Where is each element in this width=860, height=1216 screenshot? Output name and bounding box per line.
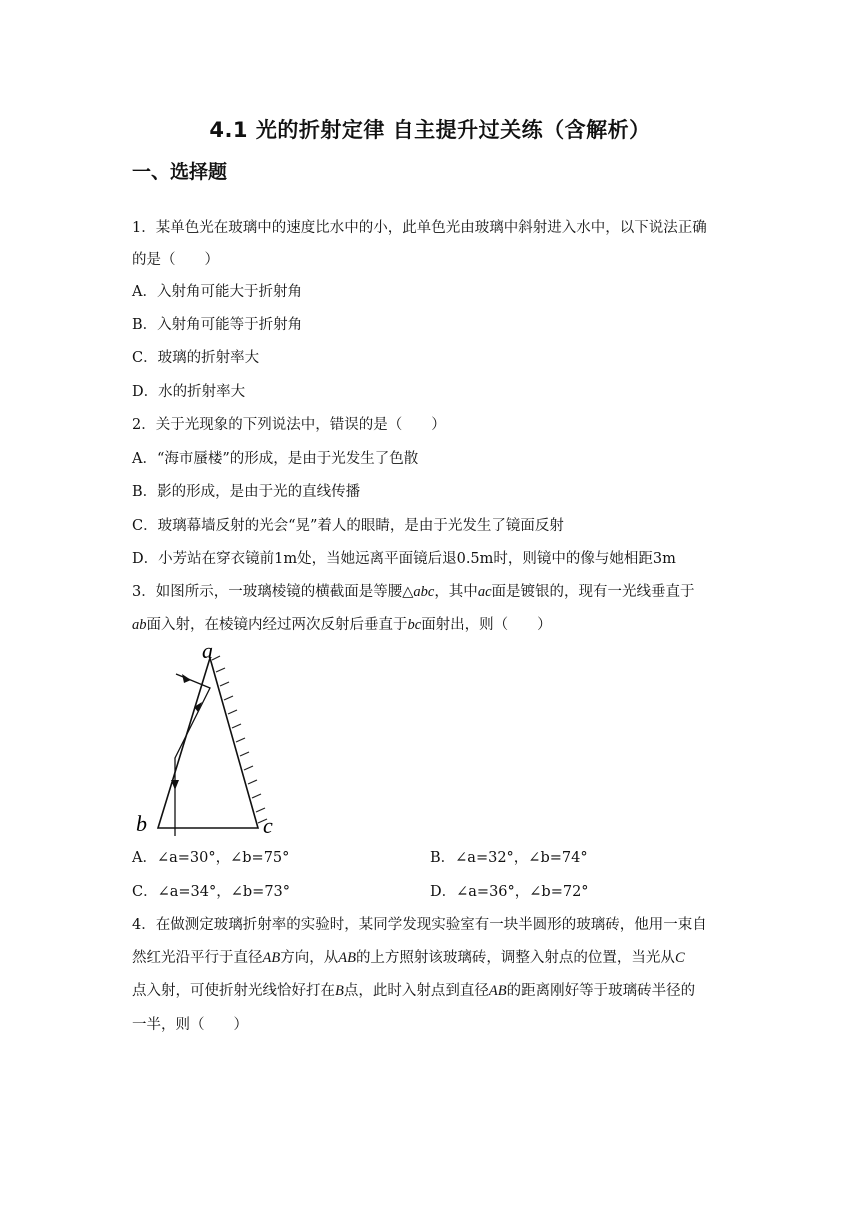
q2-option-d: D．小芳站在穿衣镜前1m处，当她远离平面镜后退0.5m时，则镜中的像与她相距3m — [132, 551, 676, 567]
q3-option-c: C．∠a=34°，∠b=73° — [132, 884, 291, 900]
q1-option-d: D．水的折射率大 — [132, 384, 246, 400]
q4-stem-line4: 一半，则（ ） — [132, 1017, 248, 1033]
vertex-label-a: a — [202, 640, 213, 663]
prism-diagram — [132, 640, 292, 840]
q3-option-b: B．∠a=32°，∠b=74° — [430, 850, 588, 866]
q3-option-a: A．∠a=30°，∠b=75° — [132, 850, 290, 866]
q3-stem-line2: ab面入射，在棱镜内经过两次反射后垂直于bc面射出，则（ ） — [132, 617, 552, 633]
ray-arrow-3 — [171, 780, 179, 790]
q3-stem-line1: 3．如图所示，一玻璃棱镜的横截面是等腰△abc，其中ac面是镀银的，现有一光线垂直于 — [132, 584, 695, 600]
q2-option-c: C．玻璃幕墙反射的光会“晃”着人的眼睛，是由于光发生了镜面反射 — [132, 518, 564, 534]
q4-stem-line2: 然红光沿平行于直径AB方向，从AB的上方照射该玻璃砖，调整入射点的位置，当光从C — [132, 950, 685, 966]
q4-stem-line3: 点入射，可使折射光线恰好打在B点，此时入射点到直径AB的距离刚好等于玻璃砖半径的 — [132, 983, 696, 999]
q1-option-a: A．入射角可能大于折射角 — [132, 284, 302, 300]
prism-outline — [158, 658, 258, 828]
vertex-label-c: c — [263, 813, 273, 838]
q1-option-c: C．玻璃的折射率大 — [132, 350, 260, 366]
q1-option-b: B．入射角可能等于折射角 — [132, 317, 303, 333]
q2-option-b: B．影的形成，是由于光的直线传播 — [132, 484, 361, 500]
q2-stem: 2．关于光现象的下列说法中，错误的是（ ） — [132, 417, 446, 433]
q1-stem-line2: 的是（ ） — [132, 252, 219, 268]
section-heading: 一、选择题 — [132, 161, 228, 183]
ray-arrow-1 — [182, 674, 191, 683]
q1-stem-line1: 1．某单色光在玻璃中的速度比水中的小，此单色光由玻璃中斜射进入水中，以下说法正确 — [132, 220, 707, 236]
q3-option-d: D．∠a=36°，∠b=72° — [430, 884, 589, 900]
vertex-label-b: b — [136, 811, 147, 836]
q2-option-a: A．“海市蜃楼”的形成，是由于光发生了色散 — [132, 451, 419, 467]
silvered-hatching — [212, 656, 267, 823]
page-title: 4.1 光的折射定律 自主提升过关练（含解析） — [209, 118, 651, 142]
q4-stem-line1: 4．在做测定玻璃折射率的实验时，某同学发现实验室有一块半圆形的玻璃砖，他用一束自 — [132, 917, 707, 933]
